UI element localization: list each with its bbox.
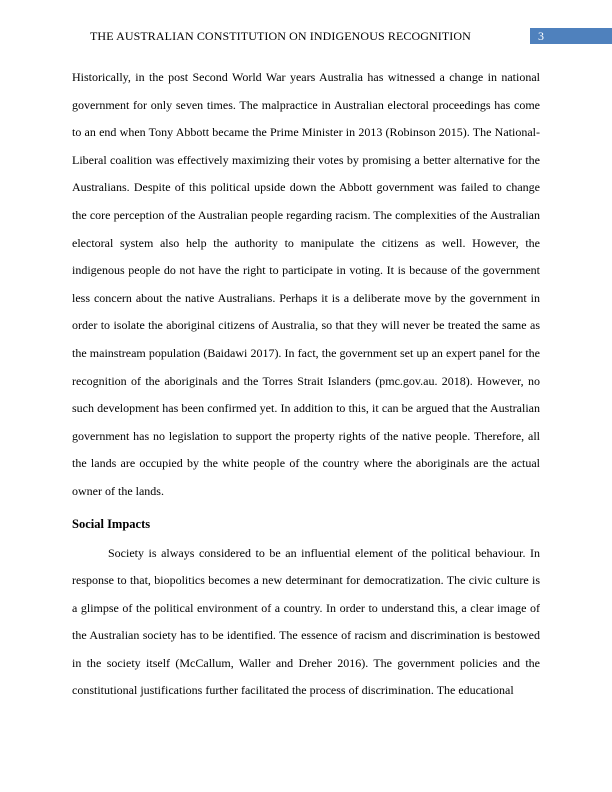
body-paragraph-1: Historically, in the post Second World War years Australia has witnessed a change in national government for only seven times. The malpractice in Australian electoral proceedings has come to an end when Tony Abbott became the Prime Minister in 2013 (Robinson 2015). The National-Liberal coalition was effectively maximizing their votes by promising a better alternative for the Australians. Despite of this political upside down the Abbott government was failed to change the core perception of the Australian people regarding racism. The complexities of the Australian electoral system also help the authority to manipulate the citizens as well. However, the indigenous people do not have the right to participate in voting. It is because of the government less concern about the native Australians. Perhaps it is a deliberate move by the government in order to isolate the aboriginal citizens of Australia, so that they will never be treated the same as the mainstream population (Baidawi 2017). In fact, the government set up an expert panel for the recognition of the aboriginals and the Torres Strait Islanders (pmc.gov.au. 2018). However, no such development has been confirmed yet. In addition to this, it can be argued that the Australian government has no legislation to support the property rights of the native people. Therefore, all the lands are occupied by the white people of the country where the aboriginals are the actual owner of the lands. xyxy=(72,70,540,498)
body-paragraph-2: Society is always considered to be an influential element of the political behaviour. In response to that, biopolitics becomes a new determinant for democratization. The civic culture is a glimpse of the political environment of a country. In order to understand this, a clear image of the Australian society has to be identified. The essence of racism and discrimination is bestowed in the society itself (McCallum, Waller and Dreher 2016). The government policies and the constitutional justifications further facilitated the process of discrimination. The educational xyxy=(72,545,540,698)
document-body xyxy=(72,64,540,705)
section-heading: Social Impacts xyxy=(72,516,151,531)
page-number-band xyxy=(530,28,612,44)
running-header-title: THE AUSTRALIAN CONSTITUTION ON INDIGENOUS RECOGNITION xyxy=(90,29,471,43)
page-number: 3 xyxy=(538,29,544,43)
